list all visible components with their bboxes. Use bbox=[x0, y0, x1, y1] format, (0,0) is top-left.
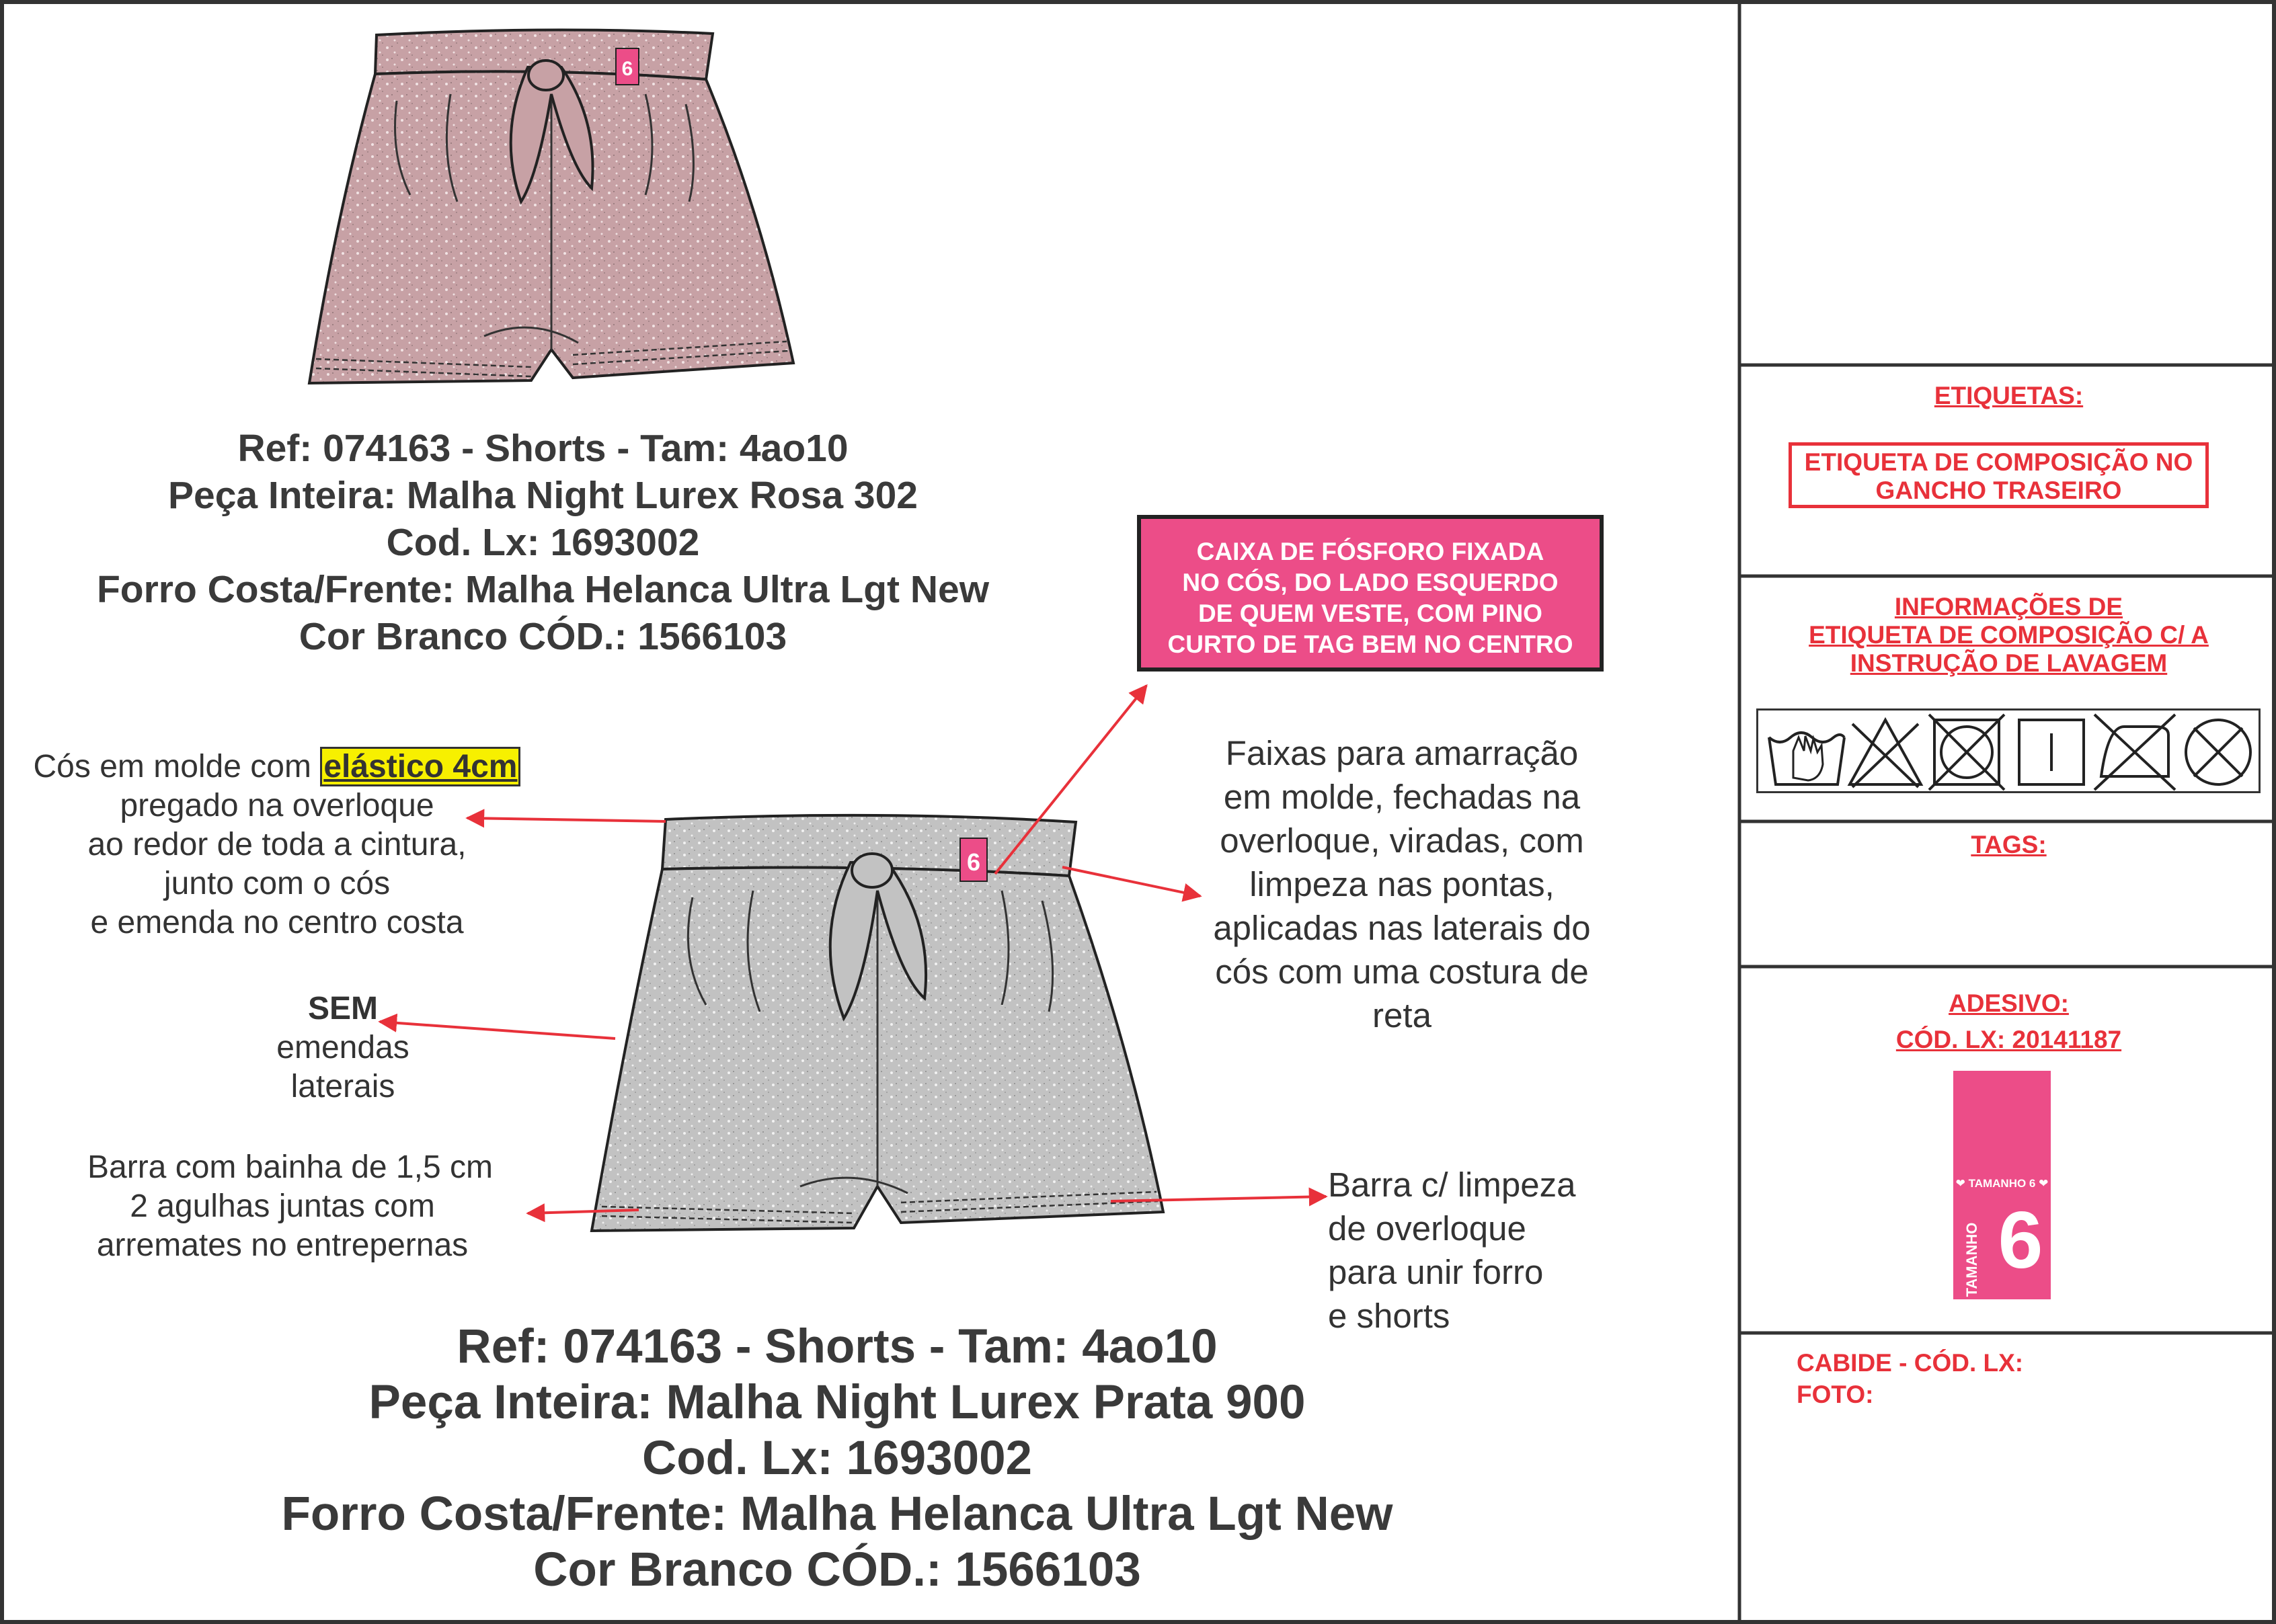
size-sticker bbox=[1953, 1071, 2051, 1299]
waistband-line: e emenda no centro costa bbox=[90, 905, 464, 940]
ties-line: reta bbox=[1372, 996, 1431, 1034]
tags-title bbox=[1741, 831, 2276, 859]
sticker-number: 6 bbox=[1998, 1195, 2043, 1285]
hem-line: arremates no entrepernas bbox=[96, 1227, 469, 1263]
spec-fabric: Peça Inteira: Malha Night Lurex Prata 900 bbox=[368, 1376, 1306, 1429]
composition-label-line: ETIQUETA DE COMPOSIÇÃO NO bbox=[1804, 448, 2193, 476]
ties-note bbox=[1170, 731, 1634, 1037]
adesivo-title-text: ADESIVO: bbox=[1949, 989, 2069, 1017]
composition-label-box bbox=[1789, 442, 2209, 508]
spec-ref: Ref: 074163 - Shorts - Tam: 4ao10 bbox=[457, 1320, 1218, 1373]
line-dry-icon bbox=[2019, 720, 2084, 784]
spec-code: Cod. Lx: 1693002 bbox=[641, 1432, 1033, 1485]
info-line: ETIQUETA DE COMPOSIÇÃO C/ A bbox=[1809, 621, 2209, 649]
care-symbols-box bbox=[1756, 708, 2261, 793]
matchbox-line: CURTO DE TAG BEM NO CENTRO bbox=[1167, 631, 1573, 658]
ties-line: aplicadas nas laterais do bbox=[1213, 909, 1591, 947]
waistband-prefix: Cós em molde com bbox=[33, 749, 311, 784]
side-seams-title: SEM bbox=[307, 991, 378, 1026]
matchbox-line: DE QUEM VESTE, COM PINO bbox=[1198, 600, 1542, 627]
do-not-bleach-icon bbox=[1850, 720, 1921, 787]
spec-code: Cod. Lx: 1693002 bbox=[386, 521, 700, 564]
tags-title-text: TAGS: bbox=[1971, 831, 2047, 858]
info-line: INFORMAÇÕES DE bbox=[1894, 593, 2123, 620]
lining-hem-line: Barra c/ limpeza bbox=[1328, 1166, 1576, 1204]
do-not-tumble-dry-icon bbox=[1929, 715, 2004, 790]
ties-line: overloque, viradas, com bbox=[1220, 821, 1584, 860]
matchbox-line: CAIXA DE FÓSFORO FIXADA bbox=[1196, 538, 1544, 565]
spec-color-code: Cor Branco CÓD.: 1566103 bbox=[533, 1543, 1141, 1596]
spec-ref: Ref: 074163 - Shorts - Tam: 4ao10 bbox=[237, 427, 849, 470]
waistband-line: ao redor de toda a cintura, bbox=[87, 827, 467, 862]
composition-label-line: GANCHO TRASEIRO bbox=[1875, 477, 2122, 504]
waistband-line: pregado na overloque bbox=[120, 788, 434, 823]
lining-hem-line: para unir forro bbox=[1328, 1253, 1544, 1291]
do-not-iron-icon bbox=[2094, 715, 2175, 790]
hem-line: Barra com bainha de 1,5 cm bbox=[87, 1149, 493, 1185]
lining-hem-line: e shorts bbox=[1328, 1297, 1450, 1335]
lining-hem-note bbox=[1328, 1163, 1575, 1338]
side-seams-line: laterais bbox=[290, 1069, 395, 1104]
spec-lining: Forro Costa/Frente: Malha Helanca Ultra Lgt New bbox=[281, 1488, 1393, 1541]
elastic-highlight: elástico 4cm bbox=[320, 747, 520, 786]
info-line: INSTRUÇÃO DE LAVAGEM bbox=[1850, 649, 2168, 677]
ties-line: limpeza nas pontas, bbox=[1249, 865, 1555, 903]
cabide-label: CABIDE - CÓD. LX: bbox=[1797, 1349, 2024, 1377]
svg-text:6: 6 bbox=[966, 848, 981, 876]
do-not-dry-clean-icon bbox=[2186, 720, 2250, 784]
spec-block-prata bbox=[202, 1319, 1473, 1598]
spec-lining: Forro Costa/Frente: Malha Helanca Ultra Lgt New bbox=[96, 568, 990, 611]
ties-line: cós com uma costura de bbox=[1215, 952, 1589, 991]
spec-color-code: Cor Branco CÓD.: 1566103 bbox=[299, 615, 787, 658]
svg-text:6: 6 bbox=[621, 58, 633, 80]
foto-label: FOTO: bbox=[1797, 1381, 1874, 1408]
ties-line: Faixas para amarração bbox=[1225, 734, 1579, 772]
side-seams-note bbox=[249, 989, 437, 1106]
sticker-vertical-text: TAMANHO bbox=[1963, 1222, 1980, 1297]
hand-wash-icon bbox=[1769, 733, 1844, 784]
matchbox-line: NO CÓS, DO LADO ESQUERDO bbox=[1182, 569, 1559, 596]
spec-fabric: Peça Inteira: Malha Night Lurex Rosa 302 bbox=[167, 474, 918, 517]
composition-info-title bbox=[1741, 593, 2276, 678]
cabide-block bbox=[1797, 1347, 2023, 1410]
hem-line: 2 agulhas juntas com bbox=[130, 1188, 435, 1224]
adesivo-title bbox=[1741, 989, 2276, 1054]
etiquetas-title-text: ETIQUETAS: bbox=[1934, 382, 2084, 409]
waistband-note bbox=[15, 747, 539, 942]
lining-hem-line: de overloque bbox=[1328, 1209, 1526, 1248]
adesivo-code: CÓD. LX: 20141187 bbox=[1895, 1026, 2122, 1053]
waistband-line: junto com o cós bbox=[163, 866, 391, 901]
ties-line: em molde, fechadas na bbox=[1223, 778, 1581, 816]
side-seams-line: emendas bbox=[276, 1030, 409, 1065]
sticker-top-text: ❤ TAMANHO 6 ❤ bbox=[1955, 1177, 2049, 1190]
etiquetas-title bbox=[1741, 382, 2276, 410]
hem-note bbox=[87, 1148, 493, 1265]
